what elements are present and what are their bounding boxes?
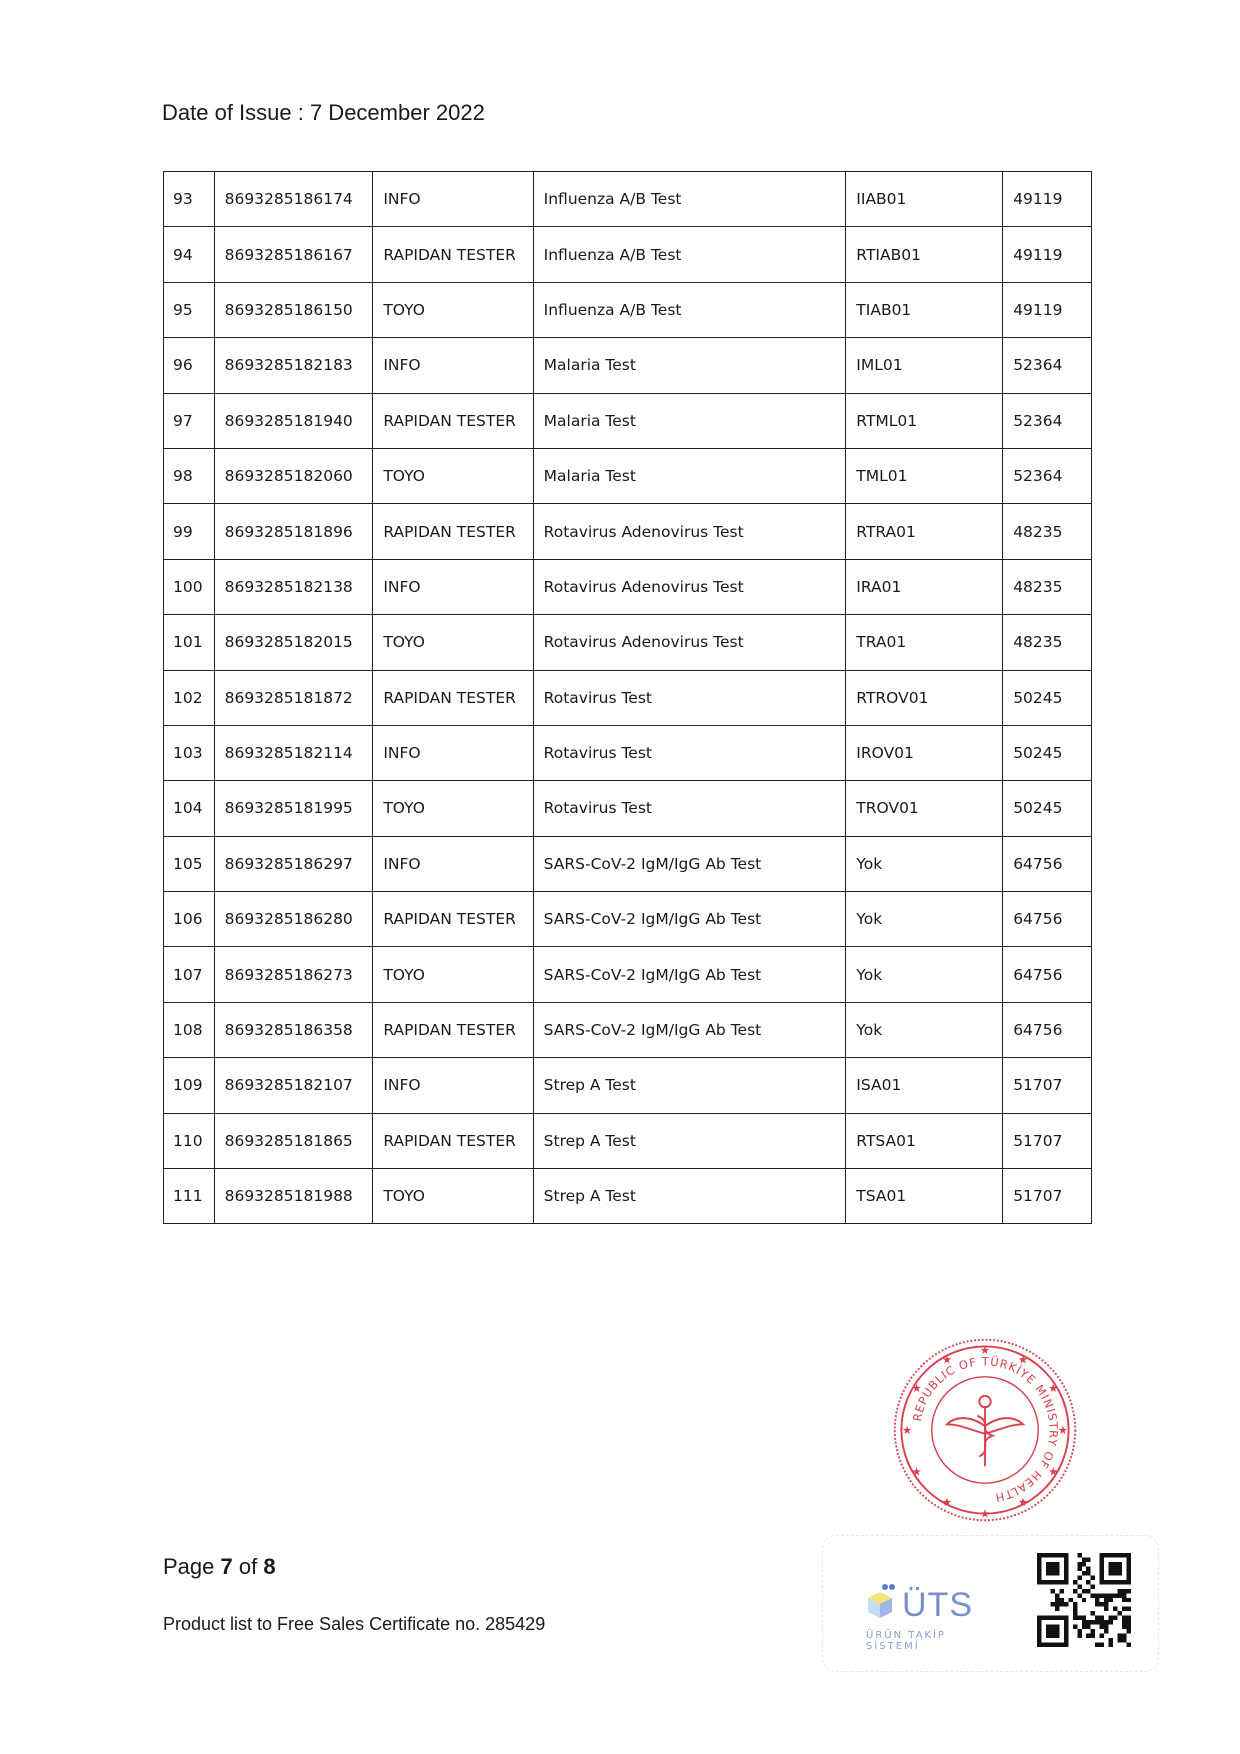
cell-no: 97 bbox=[164, 393, 215, 448]
cell-gmdn: 64756 bbox=[1003, 947, 1092, 1002]
cell-barcode: 8693285181865 bbox=[214, 1113, 373, 1168]
page-current: 7 bbox=[220, 1554, 233, 1579]
cell-brand: TOYO bbox=[373, 615, 533, 670]
cell-brand: RAPIDAN TESTER bbox=[373, 670, 533, 725]
cell-barcode: 8693285182060 bbox=[214, 448, 373, 503]
cell-barcode: 8693285181896 bbox=[214, 504, 373, 559]
cell-no: 103 bbox=[164, 725, 215, 780]
cell-barcode: 8693285182138 bbox=[214, 559, 373, 614]
cell-product: Malaria Test bbox=[533, 448, 846, 503]
cell-brand: TOYO bbox=[373, 781, 533, 836]
cell-code: Yok bbox=[846, 836, 1003, 891]
table-row bbox=[164, 892, 1092, 947]
ministry-seal bbox=[890, 1335, 1080, 1525]
cell-barcode: 8693285182107 bbox=[214, 1058, 373, 1113]
table-row bbox=[164, 504, 1092, 559]
cell-no: 109 bbox=[164, 1058, 215, 1113]
cell-gmdn: 48235 bbox=[1003, 504, 1092, 559]
cell-product: Rotavirus Adenovirus Test bbox=[533, 615, 846, 670]
cell-gmdn: 51707 bbox=[1003, 1169, 1092, 1224]
cell-gmdn: 49119 bbox=[1003, 282, 1092, 337]
svg-text:★: ★ bbox=[1048, 1464, 1059, 1479]
cell-barcode: 8693285186174 bbox=[214, 172, 373, 227]
cell-barcode: 8693285181988 bbox=[214, 1169, 373, 1224]
cell-product: Strep A Test bbox=[533, 1058, 846, 1113]
table-row bbox=[164, 338, 1092, 393]
cell-no: 108 bbox=[164, 1002, 215, 1057]
cell-code: Yok bbox=[846, 1002, 1003, 1057]
cell-barcode: 8693285182183 bbox=[214, 338, 373, 393]
table-row bbox=[164, 1169, 1092, 1224]
svg-text:★: ★ bbox=[941, 1352, 953, 1367]
table-row bbox=[164, 393, 1092, 448]
cell-brand: RAPIDAN TESTER bbox=[373, 227, 533, 282]
cell-product: Rotavirus Test bbox=[533, 725, 846, 780]
cell-code: TROV01 bbox=[846, 781, 1003, 836]
cell-product: Influenza A/B Test bbox=[533, 282, 846, 337]
cell-product: SARS-CoV-2 IgM/IgG Ab Test bbox=[533, 836, 846, 891]
cell-code: ISA01 bbox=[846, 1058, 1003, 1113]
svg-text:★: ★ bbox=[979, 1343, 991, 1357]
cell-code: RTROV01 bbox=[846, 670, 1003, 725]
table-row bbox=[164, 1002, 1092, 1057]
table-row bbox=[164, 282, 1092, 337]
cell-brand: RAPIDAN TESTER bbox=[373, 504, 533, 559]
cell-code: TSA01 bbox=[846, 1169, 1003, 1224]
cell-product: Rotavirus Test bbox=[533, 670, 846, 725]
cell-no: 100 bbox=[164, 559, 215, 614]
cell-no: 110 bbox=[164, 1113, 215, 1168]
cell-product: SARS-CoV-2 IgM/IgG Ab Test bbox=[533, 947, 846, 1002]
cell-code: RTSA01 bbox=[846, 1113, 1003, 1168]
cell-barcode: 8693285186150 bbox=[214, 282, 373, 337]
cell-gmdn: 48235 bbox=[1003, 559, 1092, 614]
cell-brand: TOYO bbox=[373, 448, 533, 503]
cell-gmdn: 64756 bbox=[1003, 1002, 1092, 1057]
page-of: of bbox=[232, 1554, 264, 1579]
table-row bbox=[164, 947, 1092, 1002]
cell-no: 107 bbox=[164, 947, 215, 1002]
cell-gmdn: 52364 bbox=[1003, 448, 1092, 503]
cell-code: IRA01 bbox=[846, 559, 1003, 614]
cell-brand: TOYO bbox=[373, 1169, 533, 1224]
cell-code: Yok bbox=[846, 892, 1003, 947]
cell-product: Rotavirus Adenovirus Test bbox=[533, 559, 846, 614]
table-row bbox=[164, 172, 1092, 227]
cell-barcode: 8693285186273 bbox=[214, 947, 373, 1002]
certificate-reference: Product list to Free Sales Certificate no. 285429 bbox=[163, 1614, 546, 1634]
cell-no: 95 bbox=[164, 282, 215, 337]
cell-code: IROV01 bbox=[846, 725, 1003, 780]
cell-code: RTML01 bbox=[846, 393, 1003, 448]
cell-code: Yok bbox=[846, 947, 1003, 1002]
cell-no: 101 bbox=[164, 615, 215, 670]
cell-gmdn: 49119 bbox=[1003, 227, 1092, 282]
cell-product: Influenza A/B Test bbox=[533, 172, 846, 227]
cell-gmdn: 64756 bbox=[1003, 892, 1092, 947]
cell-barcode: 8693285182114 bbox=[214, 725, 373, 780]
cell-gmdn: 51707 bbox=[1003, 1058, 1092, 1113]
cell-gmdn: 51707 bbox=[1003, 1113, 1092, 1168]
cell-no: 102 bbox=[164, 670, 215, 725]
uts-cube-icon bbox=[858, 1584, 902, 1628]
seal-text: REPUBLIC OF TÜRKİYE MINISTRY OF HEALTH bbox=[909, 1354, 1061, 1505]
cell-code: RTRA01 bbox=[846, 504, 1003, 559]
svg-text:★: ★ bbox=[979, 1506, 991, 1521]
cell-brand: INFO bbox=[373, 1058, 533, 1113]
cell-product: Strep A Test bbox=[533, 1169, 846, 1224]
table-row bbox=[164, 670, 1092, 725]
table-row bbox=[164, 781, 1092, 836]
table-row bbox=[164, 448, 1092, 503]
page-prefix: Page bbox=[163, 1554, 221, 1579]
uts-logo bbox=[858, 1580, 998, 1650]
cell-barcode: 8693285181995 bbox=[214, 781, 373, 836]
svg-text:★: ★ bbox=[911, 1464, 922, 1479]
cell-gmdn: 50245 bbox=[1003, 781, 1092, 836]
table-row bbox=[164, 1058, 1092, 1113]
cell-brand: INFO bbox=[373, 559, 533, 614]
cell-brand: TOYO bbox=[373, 947, 533, 1002]
cell-product: SARS-CoV-2 IgM/IgG Ab Test bbox=[533, 1002, 846, 1057]
cell-code: TIAB01 bbox=[846, 282, 1003, 337]
cell-barcode: 8693285186297 bbox=[214, 836, 373, 891]
qr-code bbox=[1037, 1553, 1131, 1647]
cell-no: 106 bbox=[164, 892, 215, 947]
cell-no: 98 bbox=[164, 448, 215, 503]
cell-product: Malaria Test bbox=[533, 338, 846, 393]
cell-code: RTIAB01 bbox=[846, 227, 1003, 282]
table-row bbox=[164, 836, 1092, 891]
cell-product: Malaria Test bbox=[533, 393, 846, 448]
svg-text:★: ★ bbox=[1048, 1381, 1059, 1395]
cell-gmdn: 52364 bbox=[1003, 393, 1092, 448]
svg-text:★: ★ bbox=[1017, 1495, 1029, 1509]
svg-text:★: ★ bbox=[941, 1495, 953, 1509]
cell-no: 111 bbox=[164, 1169, 215, 1224]
cell-gmdn: 50245 bbox=[1003, 725, 1092, 780]
cell-product: Rotavirus Test bbox=[533, 781, 846, 836]
page-number bbox=[163, 1554, 276, 1580]
table-row bbox=[164, 615, 1092, 670]
cell-product: Influenza A/B Test bbox=[533, 227, 846, 282]
cell-code: IIAB01 bbox=[846, 172, 1003, 227]
table-row bbox=[164, 1113, 1092, 1168]
cell-no: 96 bbox=[164, 338, 215, 393]
svg-text:★: ★ bbox=[1057, 1422, 1069, 1437]
svg-text:★: ★ bbox=[911, 1381, 922, 1395]
cell-product: SARS-CoV-2 IgM/IgG Ab Test bbox=[533, 892, 846, 947]
cell-product: Rotavirus Adenovirus Test bbox=[533, 504, 846, 559]
table-row bbox=[164, 227, 1092, 282]
uts-wordmark: ÜTS bbox=[902, 1586, 973, 1624]
cell-gmdn: 48235 bbox=[1003, 615, 1092, 670]
cell-no: 94 bbox=[164, 227, 215, 282]
cell-brand: RAPIDAN TESTER bbox=[373, 1113, 533, 1168]
cell-brand: RAPIDAN TESTER bbox=[373, 892, 533, 947]
cell-barcode: 8693285186358 bbox=[214, 1002, 373, 1057]
issue-date: Date of Issue : 7 December 2022 bbox=[162, 100, 485, 125]
table-row bbox=[164, 725, 1092, 780]
cell-gmdn: 49119 bbox=[1003, 172, 1092, 227]
cell-no: 99 bbox=[164, 504, 215, 559]
cell-no: 105 bbox=[164, 836, 215, 891]
cell-code: TML01 bbox=[846, 448, 1003, 503]
table-row bbox=[164, 559, 1092, 614]
cell-brand: RAPIDAN TESTER bbox=[373, 393, 533, 448]
cell-barcode: 8693285186167 bbox=[214, 227, 373, 282]
cell-brand: INFO bbox=[373, 172, 533, 227]
cell-brand: INFO bbox=[373, 725, 533, 780]
uts-subtitle: ÜRÜN TAKİP SİSTEMİ bbox=[866, 1630, 946, 1652]
cell-no: 93 bbox=[164, 172, 215, 227]
cell-gmdn: 64756 bbox=[1003, 836, 1092, 891]
cell-code: IML01 bbox=[846, 338, 1003, 393]
cell-brand: TOYO bbox=[373, 282, 533, 337]
cell-code: TRA01 bbox=[846, 615, 1003, 670]
cell-barcode: 8693285186280 bbox=[214, 892, 373, 947]
cell-barcode: 8693285181872 bbox=[214, 670, 373, 725]
cell-barcode: 8693285182015 bbox=[214, 615, 373, 670]
cell-product: Strep A Test bbox=[533, 1113, 846, 1168]
product-table-body bbox=[164, 172, 1092, 1224]
cell-no: 104 bbox=[164, 781, 215, 836]
svg-text:★: ★ bbox=[901, 1422, 913, 1437]
cell-brand: INFO bbox=[373, 338, 533, 393]
cell-brand: INFO bbox=[373, 836, 533, 891]
page-total: 8 bbox=[263, 1554, 276, 1579]
cell-brand: RAPIDAN TESTER bbox=[373, 1002, 533, 1057]
product-table bbox=[163, 171, 1092, 1224]
cell-gmdn: 52364 bbox=[1003, 338, 1092, 393]
cell-gmdn: 50245 bbox=[1003, 670, 1092, 725]
cell-barcode: 8693285181940 bbox=[214, 393, 373, 448]
svg-text:★: ★ bbox=[1017, 1352, 1029, 1367]
